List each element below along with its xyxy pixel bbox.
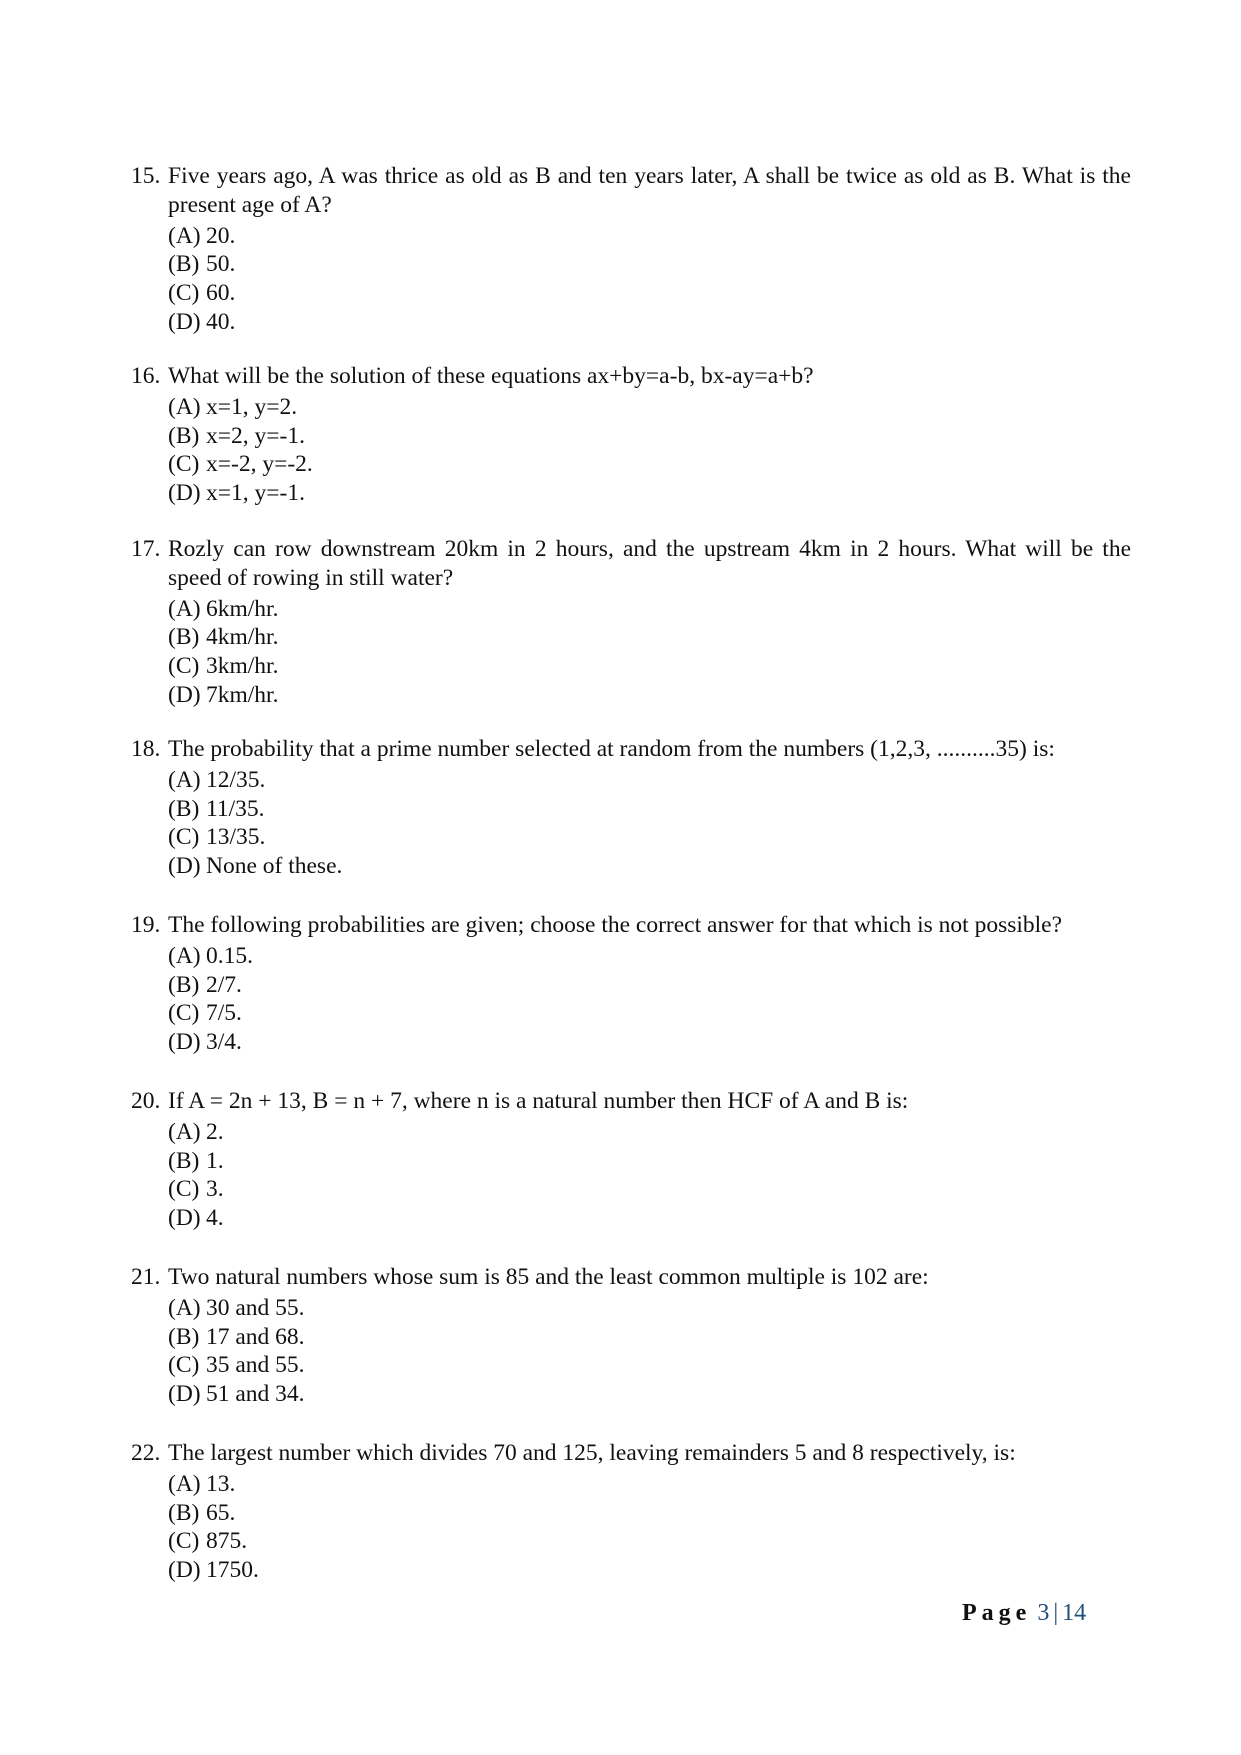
option-letter: (B) [168,624,200,651]
option-b [168,1147,1131,1176]
option-letter: (C) [168,1352,200,1379]
question-number: 16. [131,363,161,389]
question-number: 20. [131,1088,161,1114]
option-c [168,999,1131,1028]
option-letter: (A) [168,942,201,969]
options-list [168,1470,1131,1585]
option-c [168,1175,1131,1204]
option-text: 1750. [206,1557,259,1584]
option-letter: (D) [168,480,201,507]
option-text: 51 and 34. [206,1381,305,1408]
question-21 [131,1263,1131,1409]
option-letter: (D) [168,1029,201,1056]
option-d [168,479,1131,508]
option-b [168,971,1131,1000]
question-20 [131,1087,1131,1233]
question-number: 17. [131,536,161,562]
question-18 [131,735,1131,881]
option-c [168,652,1131,681]
option-text: 2. [206,1118,224,1145]
option-b [168,795,1131,824]
option-a [168,766,1131,795]
option-letter: (A) [168,222,201,249]
option-text: 3/4. [206,1029,242,1056]
option-text: 30 and 55. [206,1294,305,1321]
option-a [168,1470,1131,1499]
option-letter: (A) [168,595,201,622]
question-19 [131,911,1131,1057]
option-a [168,1118,1131,1147]
option-c [168,823,1131,852]
option-d [168,1556,1131,1585]
question-stem [131,1439,1131,1468]
option-d [168,852,1131,881]
option-c [168,1351,1131,1380]
option-d [168,1204,1131,1233]
option-letter: (B) [168,1147,200,1174]
option-letter: (C) [168,824,200,851]
question-number: 19. [131,912,161,938]
option-b [168,250,1131,279]
option-text: 4km/hr. [206,624,279,651]
options-list [168,1118,1131,1233]
option-letter: (D) [168,308,201,335]
option-c [168,450,1131,479]
option-letter: (A) [168,393,201,420]
option-text: 3. [206,1176,224,1203]
question-number: 18. [131,736,161,762]
option-b [168,422,1131,451]
question-stem [131,911,1131,940]
option-letter: (D) [168,1381,201,1408]
option-letter: (B) [168,1323,200,1350]
question-text: The following probabilities are given; choose the correct answer for that which is not possible? [168,912,1063,938]
options-list [168,222,1131,337]
option-text: 35 and 55. [206,1352,305,1379]
question-15 [131,162,1131,337]
option-text: 6km/hr. [206,595,279,622]
option-text: 65. [206,1499,236,1526]
option-text: None of these. [206,853,343,880]
question-text: The probability that a prime number selected at random from the numbers (1,2,3, ..........35) is: [168,736,1055,762]
option-letter: (A) [168,1470,201,1497]
options-list [168,393,1131,508]
option-b [168,1323,1131,1352]
option-text: 4. [206,1205,224,1232]
question-stem [131,362,1131,391]
option-a [168,1294,1131,1323]
option-text: 2/7. [206,971,242,998]
question-text: Rozly can row downstream 20km in 2 hours, and the upstream 4km in 2 hours. What will be the speed of rowing in still water? [168,536,1131,591]
question-number: 22. [131,1440,161,1466]
option-text: 11/35. [206,795,265,822]
question-22 [131,1439,1131,1585]
option-text: 3km/hr. [206,653,279,680]
option-c [168,1527,1131,1556]
option-letter: (C) [168,280,200,307]
option-text: 13. [206,1470,236,1497]
question-16 [131,362,1131,508]
option-text: x=-2, y=-2. [206,451,313,478]
options-list [168,595,1131,710]
option-a [168,222,1131,251]
question-text: Five years ago, A was thrice as old as B and ten years later, A shall be twice as old as B. What is the present age of A? [168,163,1131,218]
page-label: Page [962,1600,1032,1626]
option-a [168,942,1131,971]
question-number: 15. [131,163,161,189]
option-letter: (B) [168,422,200,449]
option-text: 40. [206,308,236,335]
options-list [168,942,1131,1057]
option-b [168,623,1131,652]
option-text: 13/35. [206,824,266,851]
question-stem [131,1087,1131,1116]
question-text: If A = 2n + 13, B = n + 7, where n is a natural number then HCF of A and B is: [168,1088,909,1114]
question-stem [131,162,1131,220]
option-text: x=1, y=2. [206,393,298,420]
option-letter: (B) [168,971,200,998]
option-letter: (C) [168,1000,200,1027]
option-text: 7/5. [206,1000,242,1027]
question-stem [131,535,1131,593]
option-letter: (C) [168,1176,200,1203]
question-text: What will be the solution of these equations ax+by=a-b, bx-ay=a+b? [168,363,814,389]
option-letter: (D) [168,681,201,708]
question-text: The largest number which divides 70 and 125, leaving remainders 5 and 8 respectively, is: [168,1440,1016,1466]
option-a [168,393,1131,422]
page-separator: | [1053,1600,1059,1626]
option-letter: (D) [168,1205,201,1232]
options-list [168,766,1131,881]
option-d [168,308,1131,337]
option-letter: (A) [168,1294,201,1321]
option-text: 1. [206,1147,224,1174]
total-pages-number: 14 [1062,1600,1087,1626]
option-letter: (D) [168,853,201,880]
option-text: 50. [206,251,236,278]
question-text: Two natural numbers whose sum is 85 and the least common multiple is 102 are: [168,1264,929,1290]
option-b [168,1499,1131,1528]
option-d [168,1028,1131,1057]
question-number: 21. [131,1264,161,1290]
option-text: 7km/hr. [206,681,279,708]
option-letter: (A) [168,1118,201,1145]
question-stem [131,735,1131,764]
option-letter: (B) [168,1499,200,1526]
option-text: 0.15. [206,942,253,969]
option-letter: (B) [168,795,200,822]
option-text: x=2, y=-1. [206,422,305,449]
question-stem [131,1263,1131,1292]
option-text: x=1, y=-1. [206,480,305,507]
option-letter: (C) [168,1528,200,1555]
option-d [168,681,1131,710]
option-text: 60. [206,280,236,307]
option-a [168,595,1131,624]
option-text: 12/35. [206,766,266,793]
option-letter: (D) [168,1557,201,1584]
question-17 [131,535,1131,710]
options-list [168,1294,1131,1409]
option-letter: (B) [168,251,200,278]
option-letter: (C) [168,653,200,680]
current-page-number: 3 [1037,1600,1050,1626]
page-footer [962,1598,1086,1628]
option-text: 875. [206,1528,248,1555]
option-c [168,279,1131,308]
option-letter: (C) [168,451,200,478]
option-text: 17 and 68. [206,1323,305,1350]
option-text: 20. [206,222,236,249]
option-d [168,1380,1131,1409]
option-letter: (A) [168,766,201,793]
